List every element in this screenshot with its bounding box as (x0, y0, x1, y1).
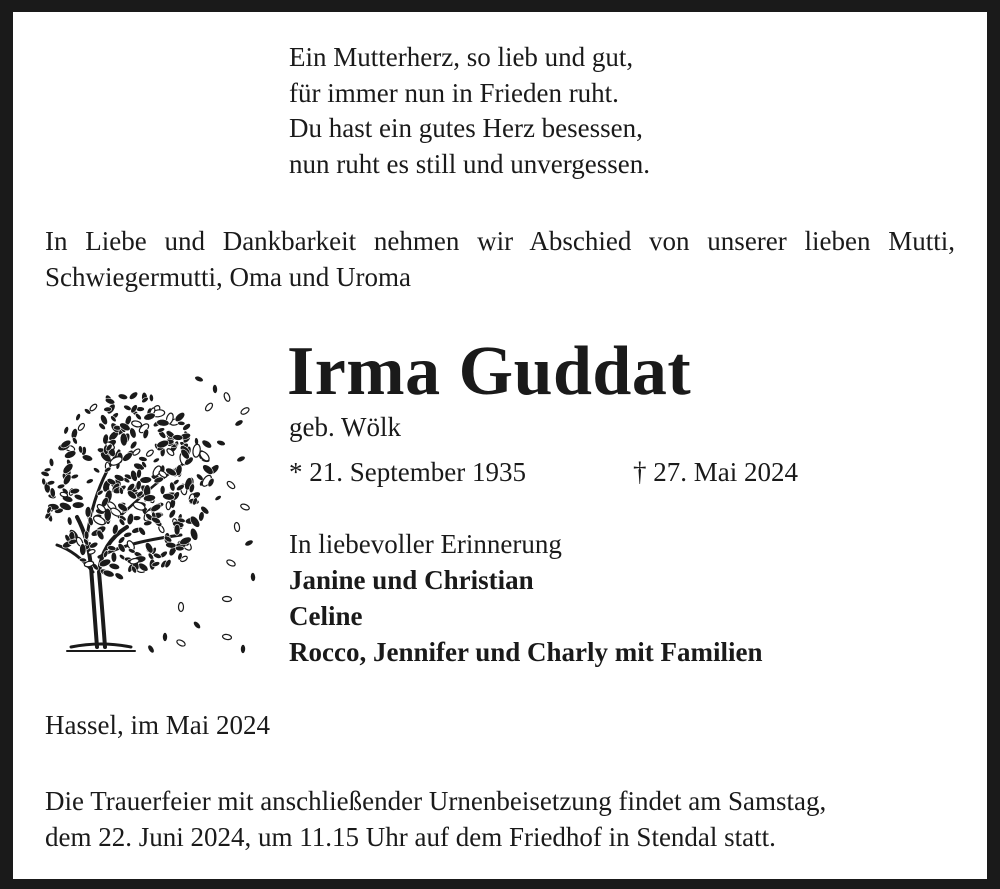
funeral-notice (45, 784, 826, 856)
funeral-line: Die Trauerfeier mit anschließender Urnenbeisetzung findet am Samstag, (45, 786, 827, 816)
poem-line: nun ruht es still und unvergessen. (289, 148, 650, 179)
poem-line: Ein Mutterherz, so lieb und gut, (289, 42, 634, 72)
deceased-name: Irma Guddat (287, 333, 692, 410)
mourner-name: Rocco, Jennifer und Charly mit Familien (289, 637, 763, 667)
place-and-date: Hassel, im Mai 2024 (45, 710, 270, 740)
death-date: † 27. Mai 2024 (633, 457, 798, 487)
birth-date: * 21. September 1935 (289, 457, 526, 487)
tree-with-falling-leaves-icon (31, 367, 261, 667)
funeral-line: dem 22. Juni 2024, um 11.15 Uhr auf dem Friedhof in Stendal statt. (45, 822, 776, 852)
poem-line: für immer nun in Frieden ruht. (289, 77, 619, 108)
farewell-intro: In Liebe und Dankbarkeit nehmen wir Abschied von unserer lieben Mutti, Schwiegermutti, Oma und Uroma (45, 226, 955, 292)
maiden-name: geb. Wölk (289, 412, 401, 442)
mourners-intro: In liebevoller Erinnerung (289, 529, 562, 559)
poem-line: Du hast ein gutes Herz besessen, (289, 113, 643, 143)
mourner-name: Celine (289, 601, 363, 631)
mourner-name: Janine und Christian (289, 565, 534, 595)
poem (289, 40, 650, 182)
